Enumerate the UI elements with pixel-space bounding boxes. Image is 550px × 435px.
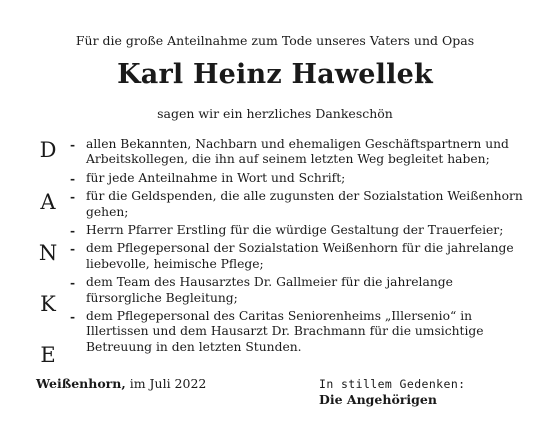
place-date bbox=[36, 376, 206, 392]
list-item bbox=[70, 223, 530, 238]
list-item-text: Herrn Pfarrer Erstling für die würdige Gestaltung der Trauerfeier; bbox=[86, 223, 504, 238]
intro-text: Für die große Anteilnahme zum Tode unseres Vaters und Opas bbox=[75, 33, 475, 48]
list-item bbox=[70, 171, 530, 186]
list-marker: - bbox=[70, 241, 76, 257]
place: Weißenhorn, bbox=[36, 376, 126, 391]
list-item-text: dem Pflegepersonal der Sozialstation Weißenhorn für die jahrelange liebevolle, heimische Pflege; bbox=[86, 241, 514, 271]
list-marker: - bbox=[70, 309, 76, 325]
list-item bbox=[70, 241, 530, 272]
list-item bbox=[70, 275, 530, 306]
date: im Juli 2022 bbox=[129, 376, 207, 391]
signed-by: Die Angehörigen bbox=[319, 392, 437, 407]
list-marker: - bbox=[70, 170, 76, 186]
list-marker: - bbox=[70, 223, 76, 239]
acrostic-letter: N bbox=[38, 241, 58, 265]
list-item-text: für jede Anteilnahme in Wort und Schrift; bbox=[86, 170, 346, 185]
thanks-subline: sagen wir ein herzliches Dankeschön bbox=[157, 106, 393, 121]
list-item-text: dem Team des Hausarztes Dr. Gallmeier für die jahrelange fürsorgliche Begleitung; bbox=[86, 275, 453, 305]
list-item bbox=[70, 309, 530, 355]
list-marker: - bbox=[70, 189, 76, 205]
closing-phrase: In stillem Gedenken: bbox=[319, 377, 466, 391]
thanks-list bbox=[70, 137, 530, 358]
list-item-text: dem Pflegepersonal des Caritas Seniorenheims „Illersenio“ in Illertissen und dem Hausarzt Dr. Brachmann für die umsichtige Betreuung in den letzten Stunden. bbox=[86, 309, 484, 354]
signature-block bbox=[319, 376, 519, 408]
list-marker: - bbox=[70, 275, 76, 291]
acrostic-letter: E bbox=[40, 343, 56, 367]
list-marker: - bbox=[70, 137, 76, 152]
list-item-text: für die Geldspenden, die alle zugunsten der Sozialstation Weißenhorn gehen; bbox=[86, 189, 523, 219]
acrostic-letter: D bbox=[39, 138, 57, 162]
acrostic-letter: A bbox=[40, 190, 56, 214]
deceased-name: Karl Heinz Hawellek bbox=[117, 59, 433, 90]
list-item-text: allen Bekannten, Nachbarn und ehemaligen Geschäftspartnern und Arbeitskollegen, die ihn auf seinem letzten Weg begleitet haben; bbox=[86, 137, 509, 167]
list-item bbox=[70, 137, 530, 168]
list-item bbox=[70, 189, 530, 220]
acrostic-letter: K bbox=[40, 292, 56, 316]
